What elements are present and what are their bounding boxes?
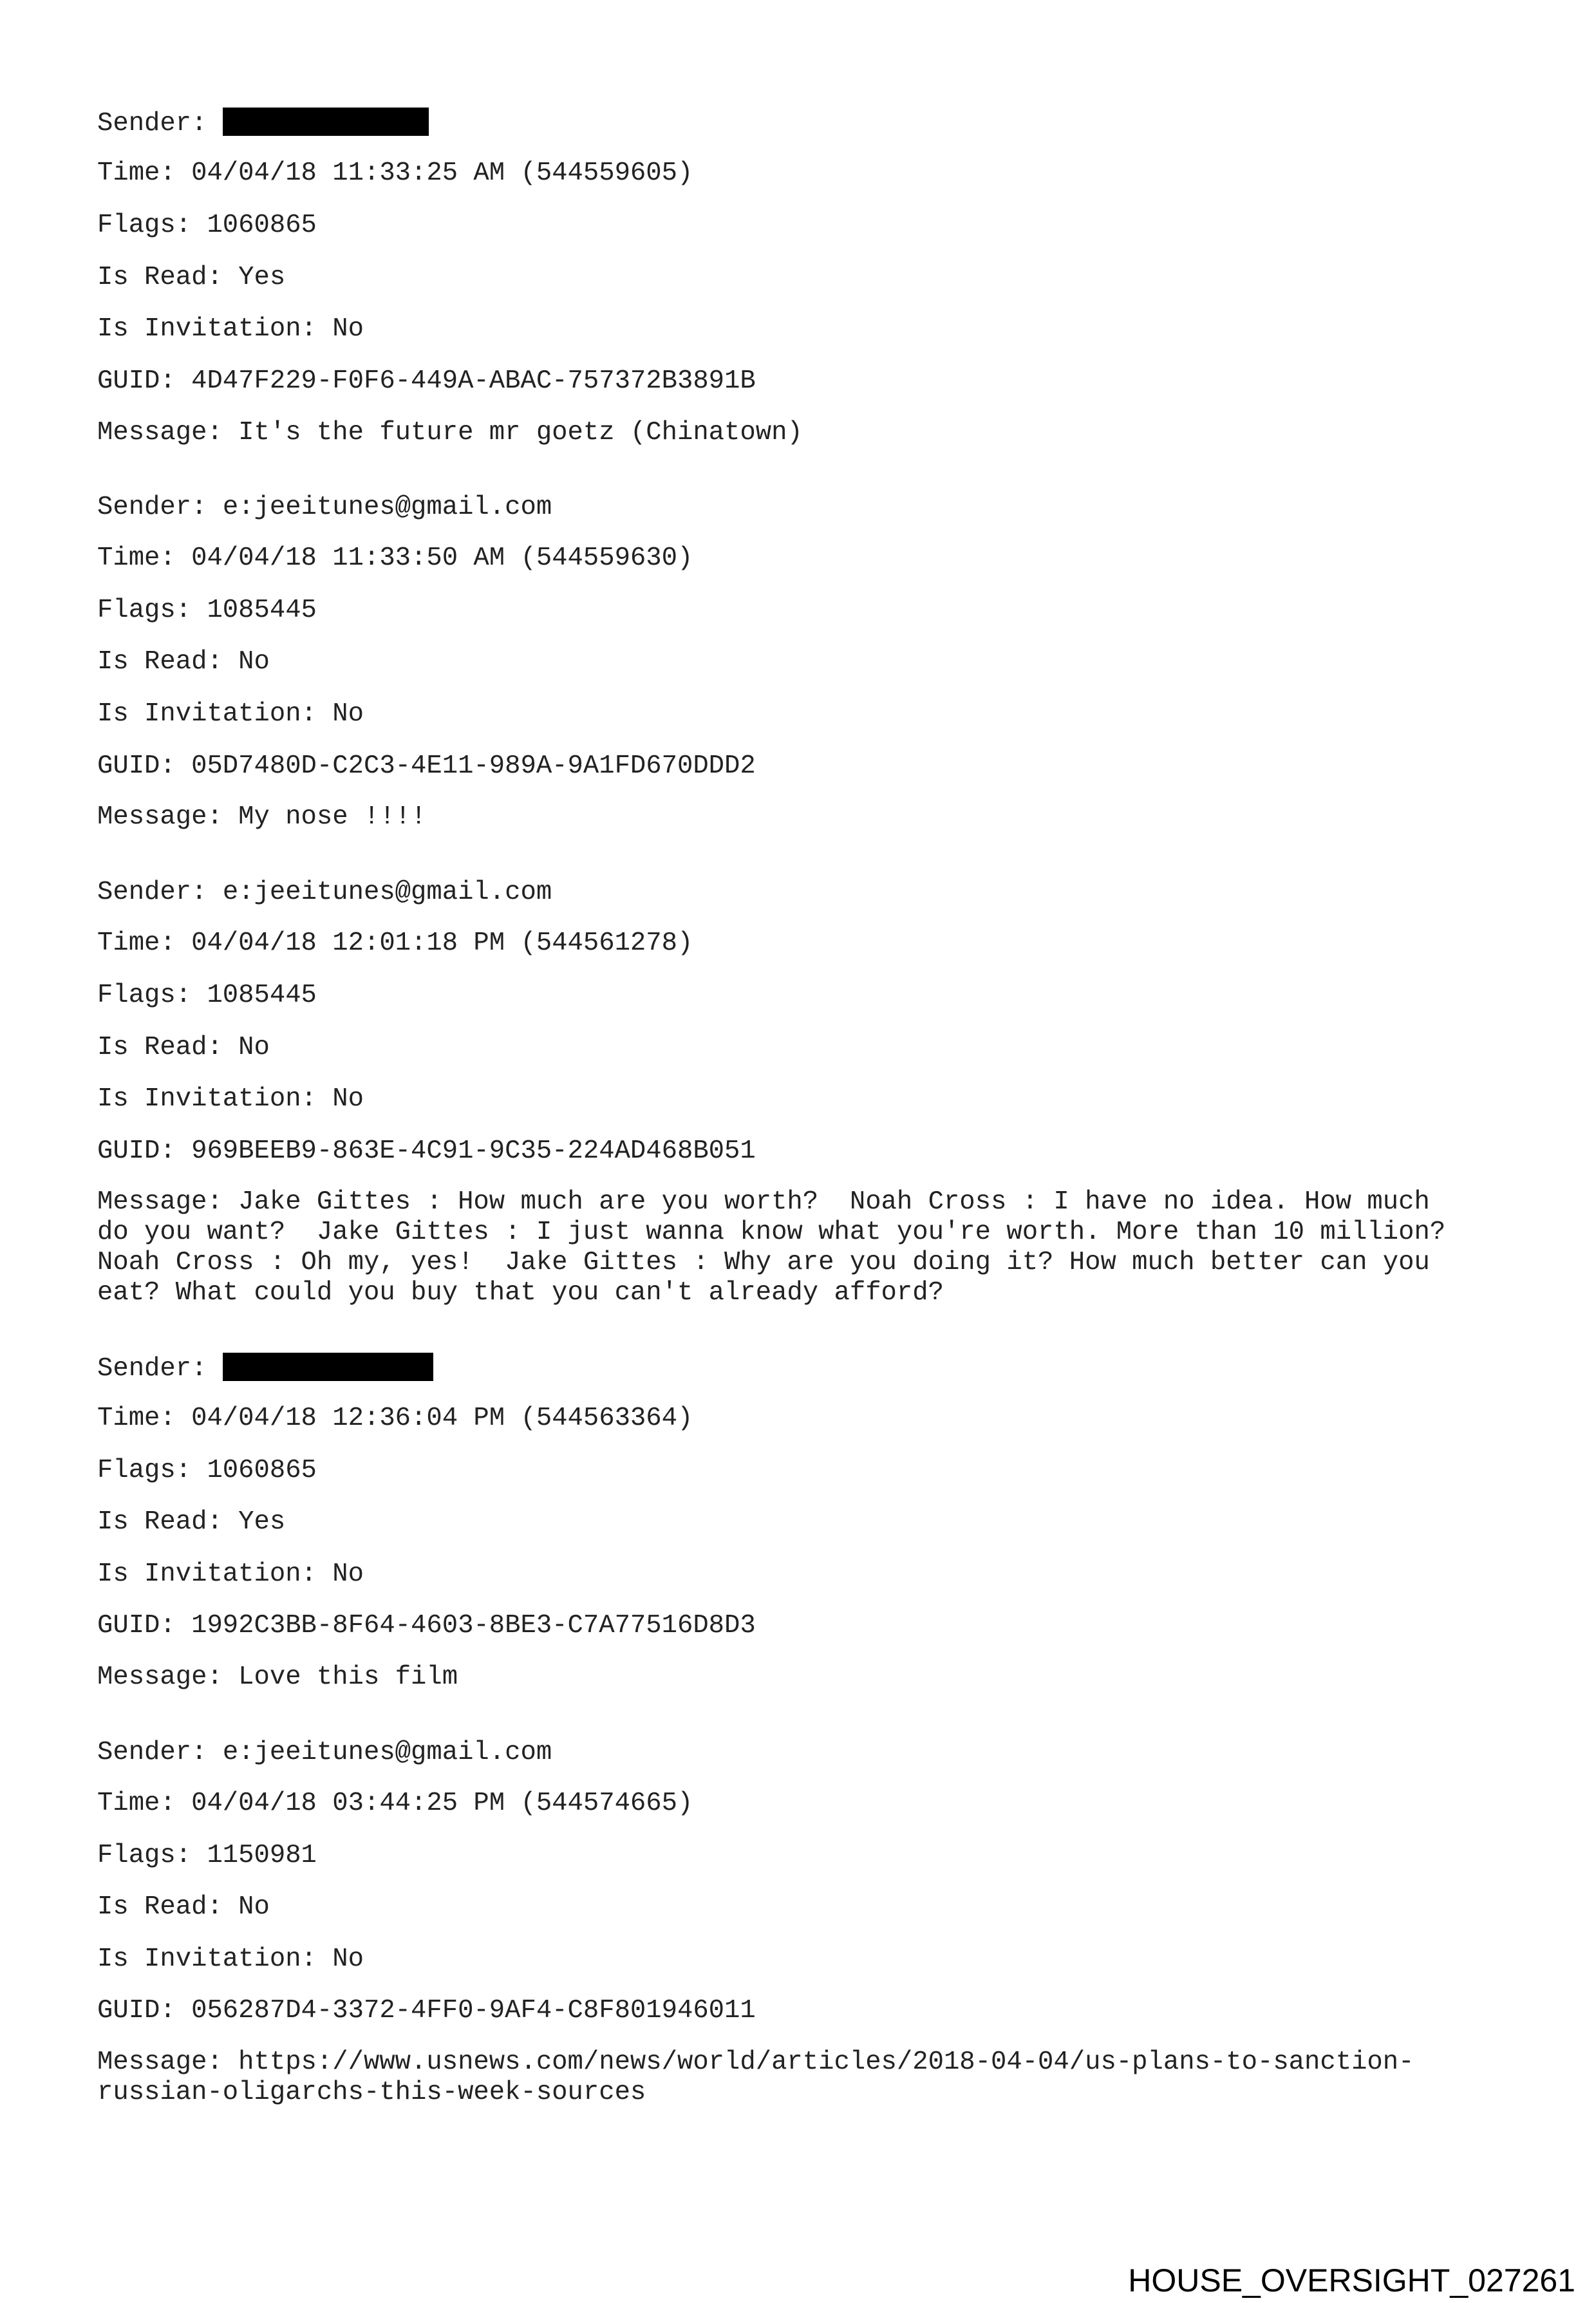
sender-label: Sender: [97, 1738, 223, 1767]
flags-line: Flags: 1085445 [97, 596, 317, 625]
sender-address: e:jeeitunes@gmail.com [222, 493, 552, 522]
message-line: Message: Love this film [97, 1662, 458, 1692]
is-read-line: Is Read: Yes [97, 263, 286, 292]
is-read-line: Is Read: No [97, 1033, 270, 1062]
is-invitation-line: Is Invitation: No [97, 1944, 364, 1974]
time-line: Time: 04/04/18 11:33:25 AM (544559605) [97, 158, 693, 188]
message-line: eat? What could you buy that you can't already afford? [97, 1278, 944, 1308]
message-line: russian-oligarchs-this-week-sources [97, 2078, 646, 2107]
message-line: Message: My nose !!!! [97, 802, 427, 832]
sender-address: e:jeeitunes@gmail.com [222, 1738, 552, 1767]
sender-line [97, 1737, 552, 1768]
message-line: Noah Cross : Oh my, yes! Jake Gittes : Why are you doing it? How much better can you [97, 1248, 1430, 1277]
sender-line [97, 877, 552, 908]
message-line: Message: https://www.usnews.com/news/world/articles/2018-04-04/us-plans-to-sanction- [97, 2047, 1414, 2077]
guid-line: GUID: 4D47F229-F0F6-449A-ABAC-757372B3891B [97, 366, 756, 396]
message-line: do you want? Jake Gittes : I just wanna know what you're worth. More than 10 million? [97, 1217, 1446, 1247]
time-line: Time: 04/04/18 11:33:50 AM (544559630) [97, 543, 693, 573]
is-invitation-line: Is Invitation: No [97, 1559, 364, 1589]
sender-line [97, 108, 429, 139]
sender-label: Sender: [97, 493, 223, 522]
guid-line: GUID: 969BEEB9-863E-4C91-9C35-224AD468B051 [97, 1136, 756, 1166]
is-read-line: Is Read: No [97, 1892, 270, 1922]
sender-address: e:jeeitunes@gmail.com [222, 878, 552, 907]
time-line: Time: 04/04/18 12:36:04 PM (544563364) [97, 1404, 693, 1433]
message-line: Message: It's the future mr goetz (Chinatown) [97, 418, 803, 447]
guid-line: GUID: 05D7480D-C2C3-4E11-989A-9A1FD670DDD2 [97, 751, 756, 781]
message-line: Message: Jake Gittes : How much are you worth? Noah Cross : I have no idea. How much [97, 1187, 1430, 1217]
bates-number: HOUSE_OVERSIGHT_027261 [1128, 2262, 1575, 2298]
is-read-line: Is Read: Yes [97, 1507, 286, 1537]
is-invitation-line: Is Invitation: No [97, 1084, 364, 1114]
is-invitation-line: Is Invitation: No [97, 699, 364, 729]
redaction-box [223, 108, 429, 136]
flags-line: Flags: 1085445 [97, 981, 317, 1010]
is-invitation-line: Is Invitation: No [97, 314, 364, 344]
is-read-line: Is Read: No [97, 647, 270, 677]
sender-label: Sender: [97, 109, 223, 138]
flags-line: Flags: 1060865 [97, 1456, 317, 1485]
redaction-box [223, 1353, 433, 1381]
sender-line [97, 1353, 433, 1384]
guid-line: GUID: 056287D4-3372-4FF0-9AF4-C8F801946011 [97, 1996, 756, 2026]
sender-label: Sender: [97, 1354, 223, 1384]
sender-label: Sender: [97, 878, 223, 907]
guid-line: GUID: 1992C3BB-8F64-4603-8BE3-C7A77516D8D3 [97, 1611, 756, 1640]
flags-line: Flags: 1150981 [97, 1841, 317, 1870]
sender-line [97, 492, 552, 523]
time-line: Time: 04/04/18 12:01:18 PM (544561278) [97, 928, 693, 958]
flags-line: Flags: 1060865 [97, 211, 317, 240]
time-line: Time: 04/04/18 03:44:25 PM (544574665) [97, 1789, 693, 1818]
